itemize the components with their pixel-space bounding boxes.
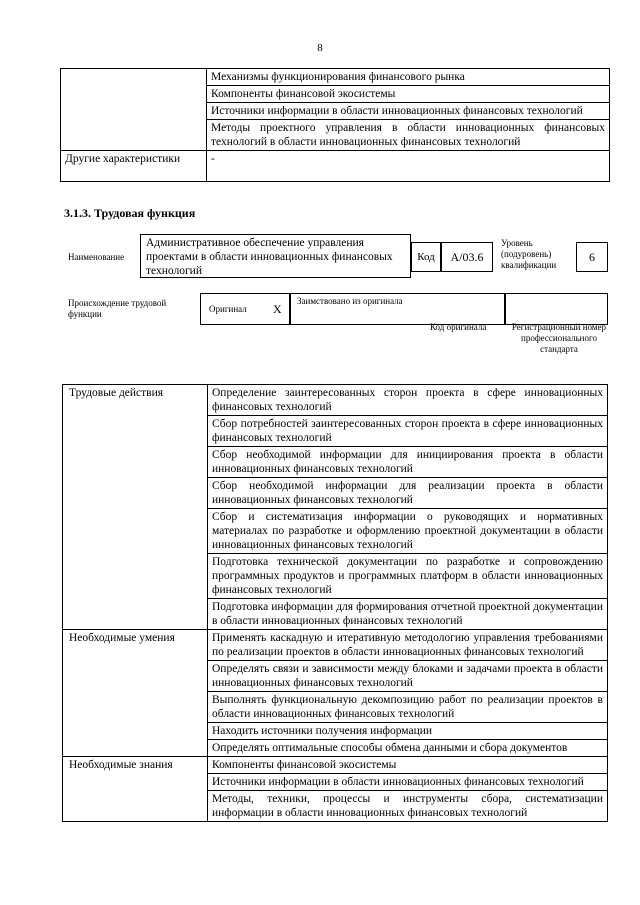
table-row xyxy=(63,385,608,416)
table-row xyxy=(61,69,610,86)
labor-function-table xyxy=(62,384,608,822)
table-cell: Определять оптимальные способы обмена данными и сбора документов xyxy=(208,740,608,757)
code-label: Код xyxy=(411,242,441,272)
section-label: Необходимые умения xyxy=(63,630,208,757)
level-label: Уровень (подуровень) квалификации xyxy=(501,238,557,270)
table-cell: Методы проектного управления в области инновационных финансовых технологий в области инновационных финансовых технологий xyxy=(207,120,610,151)
table-cell: Сбор необходимой информации для инициирования проекта в области инновационных финансовых технологий xyxy=(208,447,608,478)
empty-label-cell xyxy=(61,69,207,151)
table-cell: Источники информации в области инновационных финансовых технологий xyxy=(207,103,610,120)
section-label: Трудовые действия xyxy=(63,385,208,630)
table-cell: Источники информации в области инновационных финансовых технологий xyxy=(208,774,608,791)
table-cell: Сбор потребностей заинтересованных сторон проекта в сфере инновационных финансовых технологий xyxy=(208,416,608,447)
origin-reg-cell xyxy=(505,293,608,325)
table-cell: Находить источники получения информации xyxy=(208,723,608,740)
function-code: A/03.6 xyxy=(441,242,493,272)
table-cell: Сбор и систематизация информации о руководящих и нормативных материалах по разработке и оформлению проектной документации в области инновационных финансовых технологий xyxy=(208,509,608,554)
section-label: Необходимые знания xyxy=(63,757,208,822)
table-cell: Компоненты финансовой экосистемы xyxy=(207,86,610,103)
table-cell: Подготовка технической документации по разработке и сопровождению программных продуктов и программных платформ в области инновационных финансовых технологий xyxy=(208,554,608,599)
borrowed-label: Заимствовано из оригинала xyxy=(297,296,403,306)
table-row xyxy=(63,757,608,774)
table-cell: Компоненты финансовой экосистемы xyxy=(208,757,608,774)
table-cell: Методы, техники, процессы и инструменты сбора, систематизации информации в области инновационных финансовых технологий xyxy=(208,791,608,822)
reg-number-caption: Регистрационный номер профессионального стандарта xyxy=(511,322,607,354)
continuation-table xyxy=(60,68,610,182)
table-cell: Выполнять функциональную декомпозицию работ по реализации проектов в области инновационных финансовых технологий xyxy=(208,692,608,723)
table-cell: Сбор необходимой информации для реализации проекта в области инновационных финансовых технологий xyxy=(208,478,608,509)
table-cell: Подготовка информации для формирования отчетной проектной документации в области инновационных финансовых технологий xyxy=(208,599,608,630)
code-original-caption: Код оригинала xyxy=(430,322,487,332)
table-cell: Определять связи и зависимости между блоками и задачами проекта в области инновационных финансовых технологий xyxy=(208,661,608,692)
origin-original-cell xyxy=(200,293,290,325)
section-heading: 3.1.3. Трудовая функция xyxy=(64,206,196,220)
qualification-level: 6 xyxy=(576,242,608,272)
other-characteristics-label: Другие характеристики xyxy=(61,151,207,182)
original-mark: X xyxy=(273,302,282,316)
page-number: 8 xyxy=(317,42,323,54)
origin-borrowed-cell xyxy=(290,293,505,325)
table-row xyxy=(61,151,610,182)
original-label: Оригинал xyxy=(209,304,247,314)
table-cell: Применять каскадную и итеративную методологию управления требованиями по реализации проектов в области инновационных финансовых технологий xyxy=(208,630,608,661)
function-name: Административное обеспечение управления проектами в области инновационных финансовых технологий xyxy=(140,234,411,278)
other-characteristics-value: - xyxy=(207,151,610,182)
table-cell: Механизмы функционирования финансового рынка xyxy=(207,69,610,86)
origin-label: Происхождение трудовой функции xyxy=(68,298,167,319)
name-label: Наименование xyxy=(68,252,125,262)
table-cell: Определение заинтересованных сторон проекта в сфере инновационных финансовых технологий xyxy=(208,385,608,416)
table-row xyxy=(63,630,608,661)
